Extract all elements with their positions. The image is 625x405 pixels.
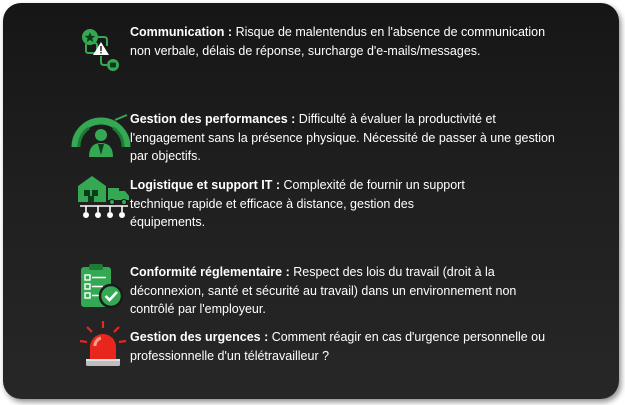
item-communication-title: Communication : xyxy=(130,25,233,39)
compliance-checklist-icon xyxy=(77,262,127,312)
item-communication-text xyxy=(130,23,550,60)
logistics-warehouse-icon xyxy=(76,172,134,220)
item-compliance-text xyxy=(130,263,530,319)
item-logistics-body: Complexité de fournir un support technique rapide et efficace à distance, gestion des équipements. xyxy=(130,178,465,230)
challenges-card xyxy=(3,3,619,399)
item-emergency-title: Gestion des urgences : xyxy=(130,330,269,344)
item-logistics-title: Logistique et support IT : xyxy=(130,178,280,192)
communication-flow-icon xyxy=(77,26,127,72)
item-performance-title: Gestion des performances : xyxy=(130,112,296,126)
item-performance-body: Difficulté à évaluer la productivité et l'engagement sans la présence physique. Nécessité de passer à une gestion par objectifs. xyxy=(130,112,555,164)
item-performance-text xyxy=(130,110,570,166)
item-compliance-body: Respect des lois du travail (droit à la déconnexion, santé et sécurité au travail) dans un environnement non contrôlé par l'employeur. xyxy=(130,265,517,317)
emergency-siren-icon xyxy=(77,319,129,369)
item-emergency-body: Comment réagir en cas d'urgence personnelle ou professionnelle d'un télétravailleur ? xyxy=(130,330,546,363)
item-emergency-text xyxy=(130,328,590,365)
item-compliance-title: Conformité réglementaire : xyxy=(130,265,290,279)
item-logistics-text xyxy=(130,176,475,232)
item-communication-body: Risque de malentendus en l'absence de communication non verbale, délais de réponse, surcharge d'e-mails/messages. xyxy=(130,25,546,58)
performance-gauge-icon xyxy=(69,113,133,159)
